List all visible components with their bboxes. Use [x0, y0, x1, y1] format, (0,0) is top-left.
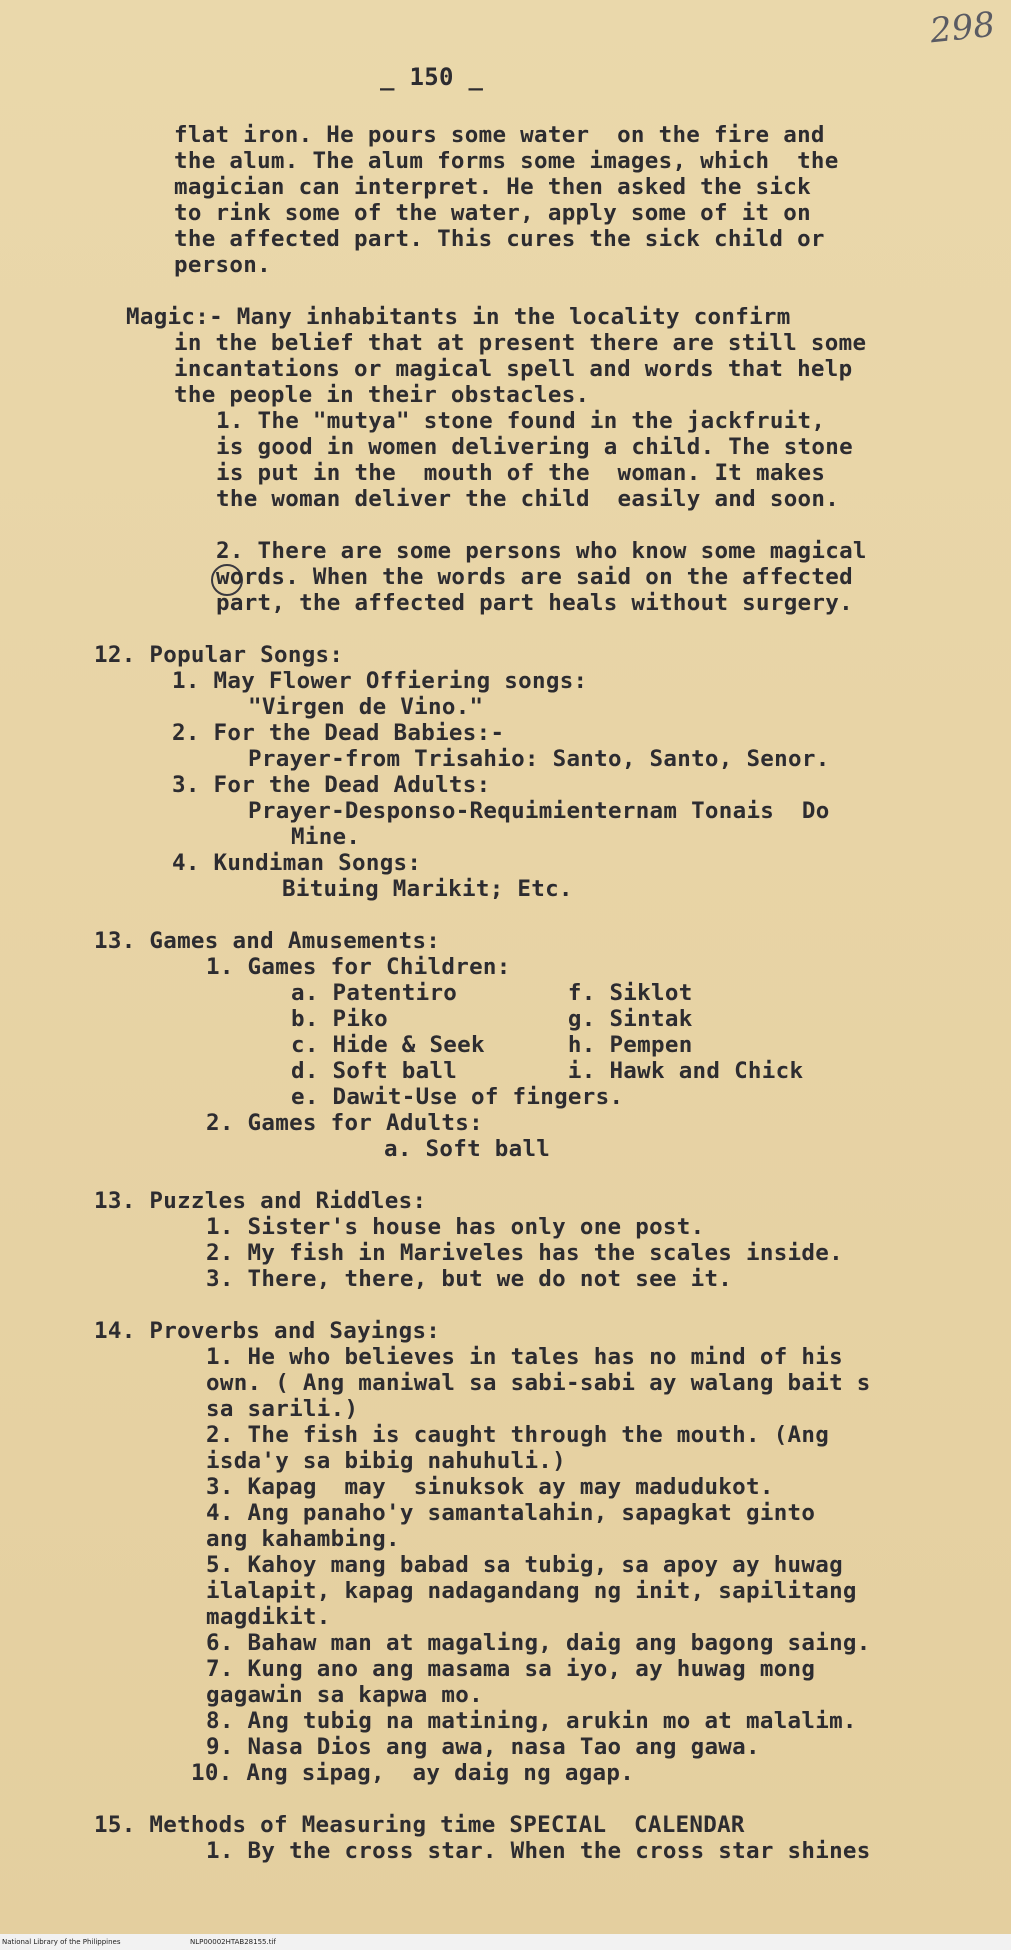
text-line: "Virgen de Vino."	[248, 694, 484, 720]
text-line: isda'y sa bibig nahuhuli.)	[206, 1448, 566, 1474]
section-heading-magic: Magic:- Many inhabitants in the locality confirm	[126, 304, 791, 330]
text-line: 3. For the Dead Adults:	[172, 772, 491, 798]
text-line: to rink some of the water, apply some of it on	[174, 200, 811, 226]
text-line: 1. Sister's house has only one post.	[206, 1214, 705, 1240]
text-line: gagawin sa kapwa mo.	[206, 1682, 483, 1708]
text-line: magician can interpret. He then asked the sick	[174, 174, 811, 200]
page-number: _ 150 _	[380, 63, 484, 91]
scan-footer	[0, 1934, 1011, 1950]
text-line: the affected part. This cures the sick child or	[174, 226, 825, 252]
handwritten-page-number: 298	[928, 4, 997, 52]
text-line: person.	[174, 252, 271, 278]
text-line: sa sarili.)	[206, 1396, 359, 1422]
text-line: 2. The fish is caught through the mouth. (Ang	[206, 1422, 830, 1448]
text-line: 1. He who believes in tales has no mind of his	[206, 1344, 843, 1370]
text-line: own. ( Ang maniwal sa sabi-sabi ay walang bait s	[206, 1370, 871, 1396]
text-line: the people in their obstacles.	[174, 382, 590, 408]
list-item: e. Dawit-Use of fingers.	[291, 1084, 624, 1110]
text-line: ang kahambing.	[206, 1526, 400, 1552]
text-line: 4. Kundiman Songs:	[172, 850, 422, 876]
list-item: c. Hide & Seek h. Pempen	[291, 1032, 693, 1058]
text-line: 2. There are some persons who know some magical	[216, 538, 867, 564]
text-line: the alum. The alum forms some images, which the	[174, 148, 839, 174]
list-item: d. Soft ball i. Hawk and Chick	[291, 1058, 804, 1084]
text-line: Mine.	[291, 824, 361, 850]
text-line: incantations or magical spell and words that help	[174, 356, 853, 382]
text-line: flat iron. He pours some water on the fire and	[174, 122, 825, 148]
section-heading-proverbs: 14. Proverbs and Sayings:	[94, 1318, 441, 1344]
text-line: in the belief that at present there are still some	[174, 330, 867, 356]
text-line: 3. There, there, but we do not see it.	[206, 1266, 733, 1292]
section-heading-popular-songs: 12. Popular Songs:	[94, 642, 344, 668]
text-line: 7. Kung ano ang masama sa iyo, ay huwag mong	[206, 1656, 816, 1682]
list-item: b. Piko g. Sintak	[291, 1006, 693, 1032]
text-line: 9. Nasa Dios ang awa, nasa Tao ang gawa.	[206, 1734, 760, 1760]
text-line: part, the affected part heals without surgery.	[216, 590, 853, 616]
list-item: a. Soft ball	[384, 1136, 551, 1162]
text-line: 2. Games for Adults:	[206, 1110, 483, 1136]
text-line: 6. Bahaw man at magaling, daig ang bagong saing.	[206, 1630, 871, 1656]
text-line: Bituing Marikit; Etc.	[282, 876, 573, 902]
text-line: 1. May Flower Offiering songs:	[172, 668, 588, 694]
text-line: is good in women delivering a child. The stone	[216, 434, 853, 460]
text-line: 5. Kahoy mang babad sa tubig, sa apoy ay huwag	[206, 1552, 843, 1578]
footer-file-name: NLP00002HTAB28155.tif	[190, 1938, 276, 1946]
section-heading-puzzles: 13. Puzzles and Riddles:	[94, 1188, 427, 1214]
text-line: 1. Games for Children:	[206, 954, 511, 980]
section-heading-games: 13. Games and Amusements:	[94, 928, 441, 954]
text-line: 1. By the cross star. When the cross star shines	[206, 1838, 871, 1864]
text-line: 8. Ang tubig na matining, arukin mo at malalim.	[206, 1708, 857, 1734]
text-line: magdikit.	[206, 1604, 331, 1630]
text-line: is put in the mouth of the woman. It makes	[216, 460, 826, 486]
text-line: 4. Ang panaho'y samantalahin, sapagkat ginto	[206, 1500, 816, 1526]
text-line: 10. Ang sipag, ay daig ng agap.	[191, 1760, 635, 1786]
section-heading-measuring-time: 15. Methods of Measuring time SPECIAL CALENDAR	[94, 1812, 745, 1838]
text-line: 1. The "mutya" stone found in the jackfruit,	[216, 408, 826, 434]
text-line: words. When the words are said on the affected	[216, 564, 853, 590]
text-line: 3. Kapag may sinuksok ay may madudukot.	[206, 1474, 774, 1500]
text-line: the woman deliver the child easily and soon.	[216, 486, 840, 512]
text-line: Prayer-Desponso-Requimienternam Tonais Do	[248, 798, 830, 824]
text-line: 2. My fish in Mariveles has the scales inside.	[206, 1240, 843, 1266]
footer-library-name: National Library of the Philippines	[2, 1938, 121, 1946]
text-line: ilalapit, kapag nadagandang ng init, sapilitang	[206, 1578, 857, 1604]
text-line: Prayer-from Trisahio: Santo, Santo, Senor.	[248, 746, 830, 772]
text-line: 2. For the Dead Babies:-	[172, 720, 505, 746]
list-item: a. Patentiro f. Siklot	[291, 980, 693, 1006]
